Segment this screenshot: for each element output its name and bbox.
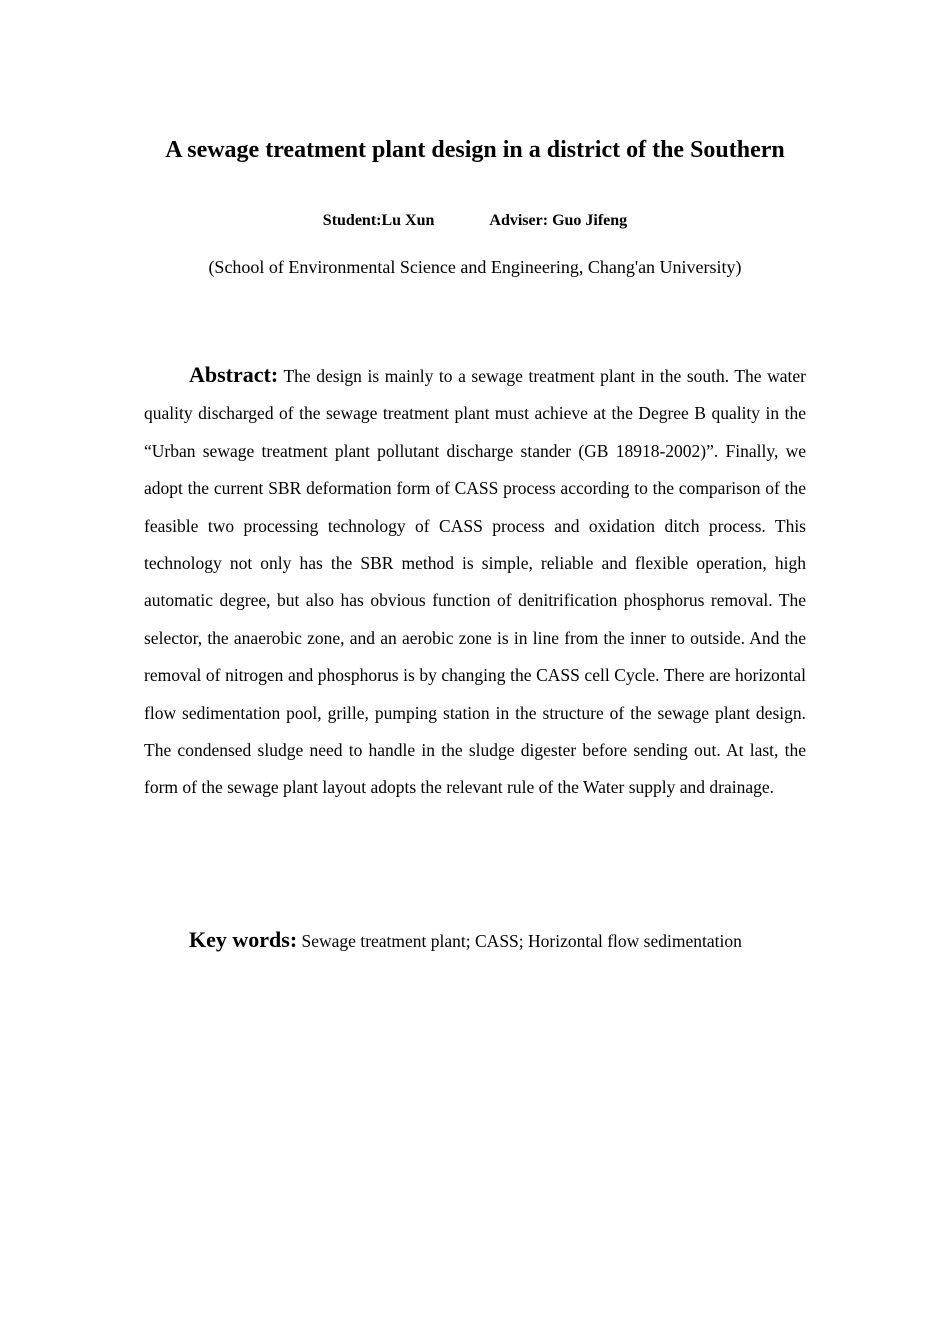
keywords-line	[189, 924, 829, 957]
keywords-text: Sewage treatment plant; CASS; Horizontal flow sedimentation	[301, 931, 742, 951]
abstract-text: The design is mainly to a sewage treatment plant in the south. The water quality discharged of the sewage treatment plant must achieve at the Degree B quality in the “Urban sewage treatment plant pollutant discharge stander (GB 18918-2002)”. Finally, we adopt the current SBR deformation form of CASS process according to the comparison of the feasible two processing technology of CASS process and oxidation ditch process. This technology not only has the SBR method is simple, reliable and flexible operation, high automatic degree, but also has obvious function of denitrification phosphorus removal. The selector, the anaerobic zone, and an aerobic zone is in line from the inner to outside. And the removal of nitrogen and phosphorus is by changing the CASS cell Cycle. There are horizontal flow sedimentation pool, grille, pumping station in the structure of the sewage plant design. The condensed sludge need to handle in the sludge digester before sending out. At last, the form of the sewage plant layout adopts the relevant rule of the Water supply and drainage.	[144, 366, 807, 798]
abstract-label: Abstract:	[189, 362, 279, 387]
affiliation: (School of Environmental Science and Engineering, Chang'an University)	[208, 257, 742, 277]
keywords-label: Key words:	[189, 927, 298, 952]
adviser-name: Adviser: Guo Jifeng	[489, 212, 628, 229]
author-line	[0, 211, 950, 231]
paper-title: A sewage treatment plant design in a district of the Southern	[165, 137, 785, 163]
abstract-paragraph	[144, 356, 806, 807]
student-name: Student:Lu Xun	[322, 212, 435, 229]
